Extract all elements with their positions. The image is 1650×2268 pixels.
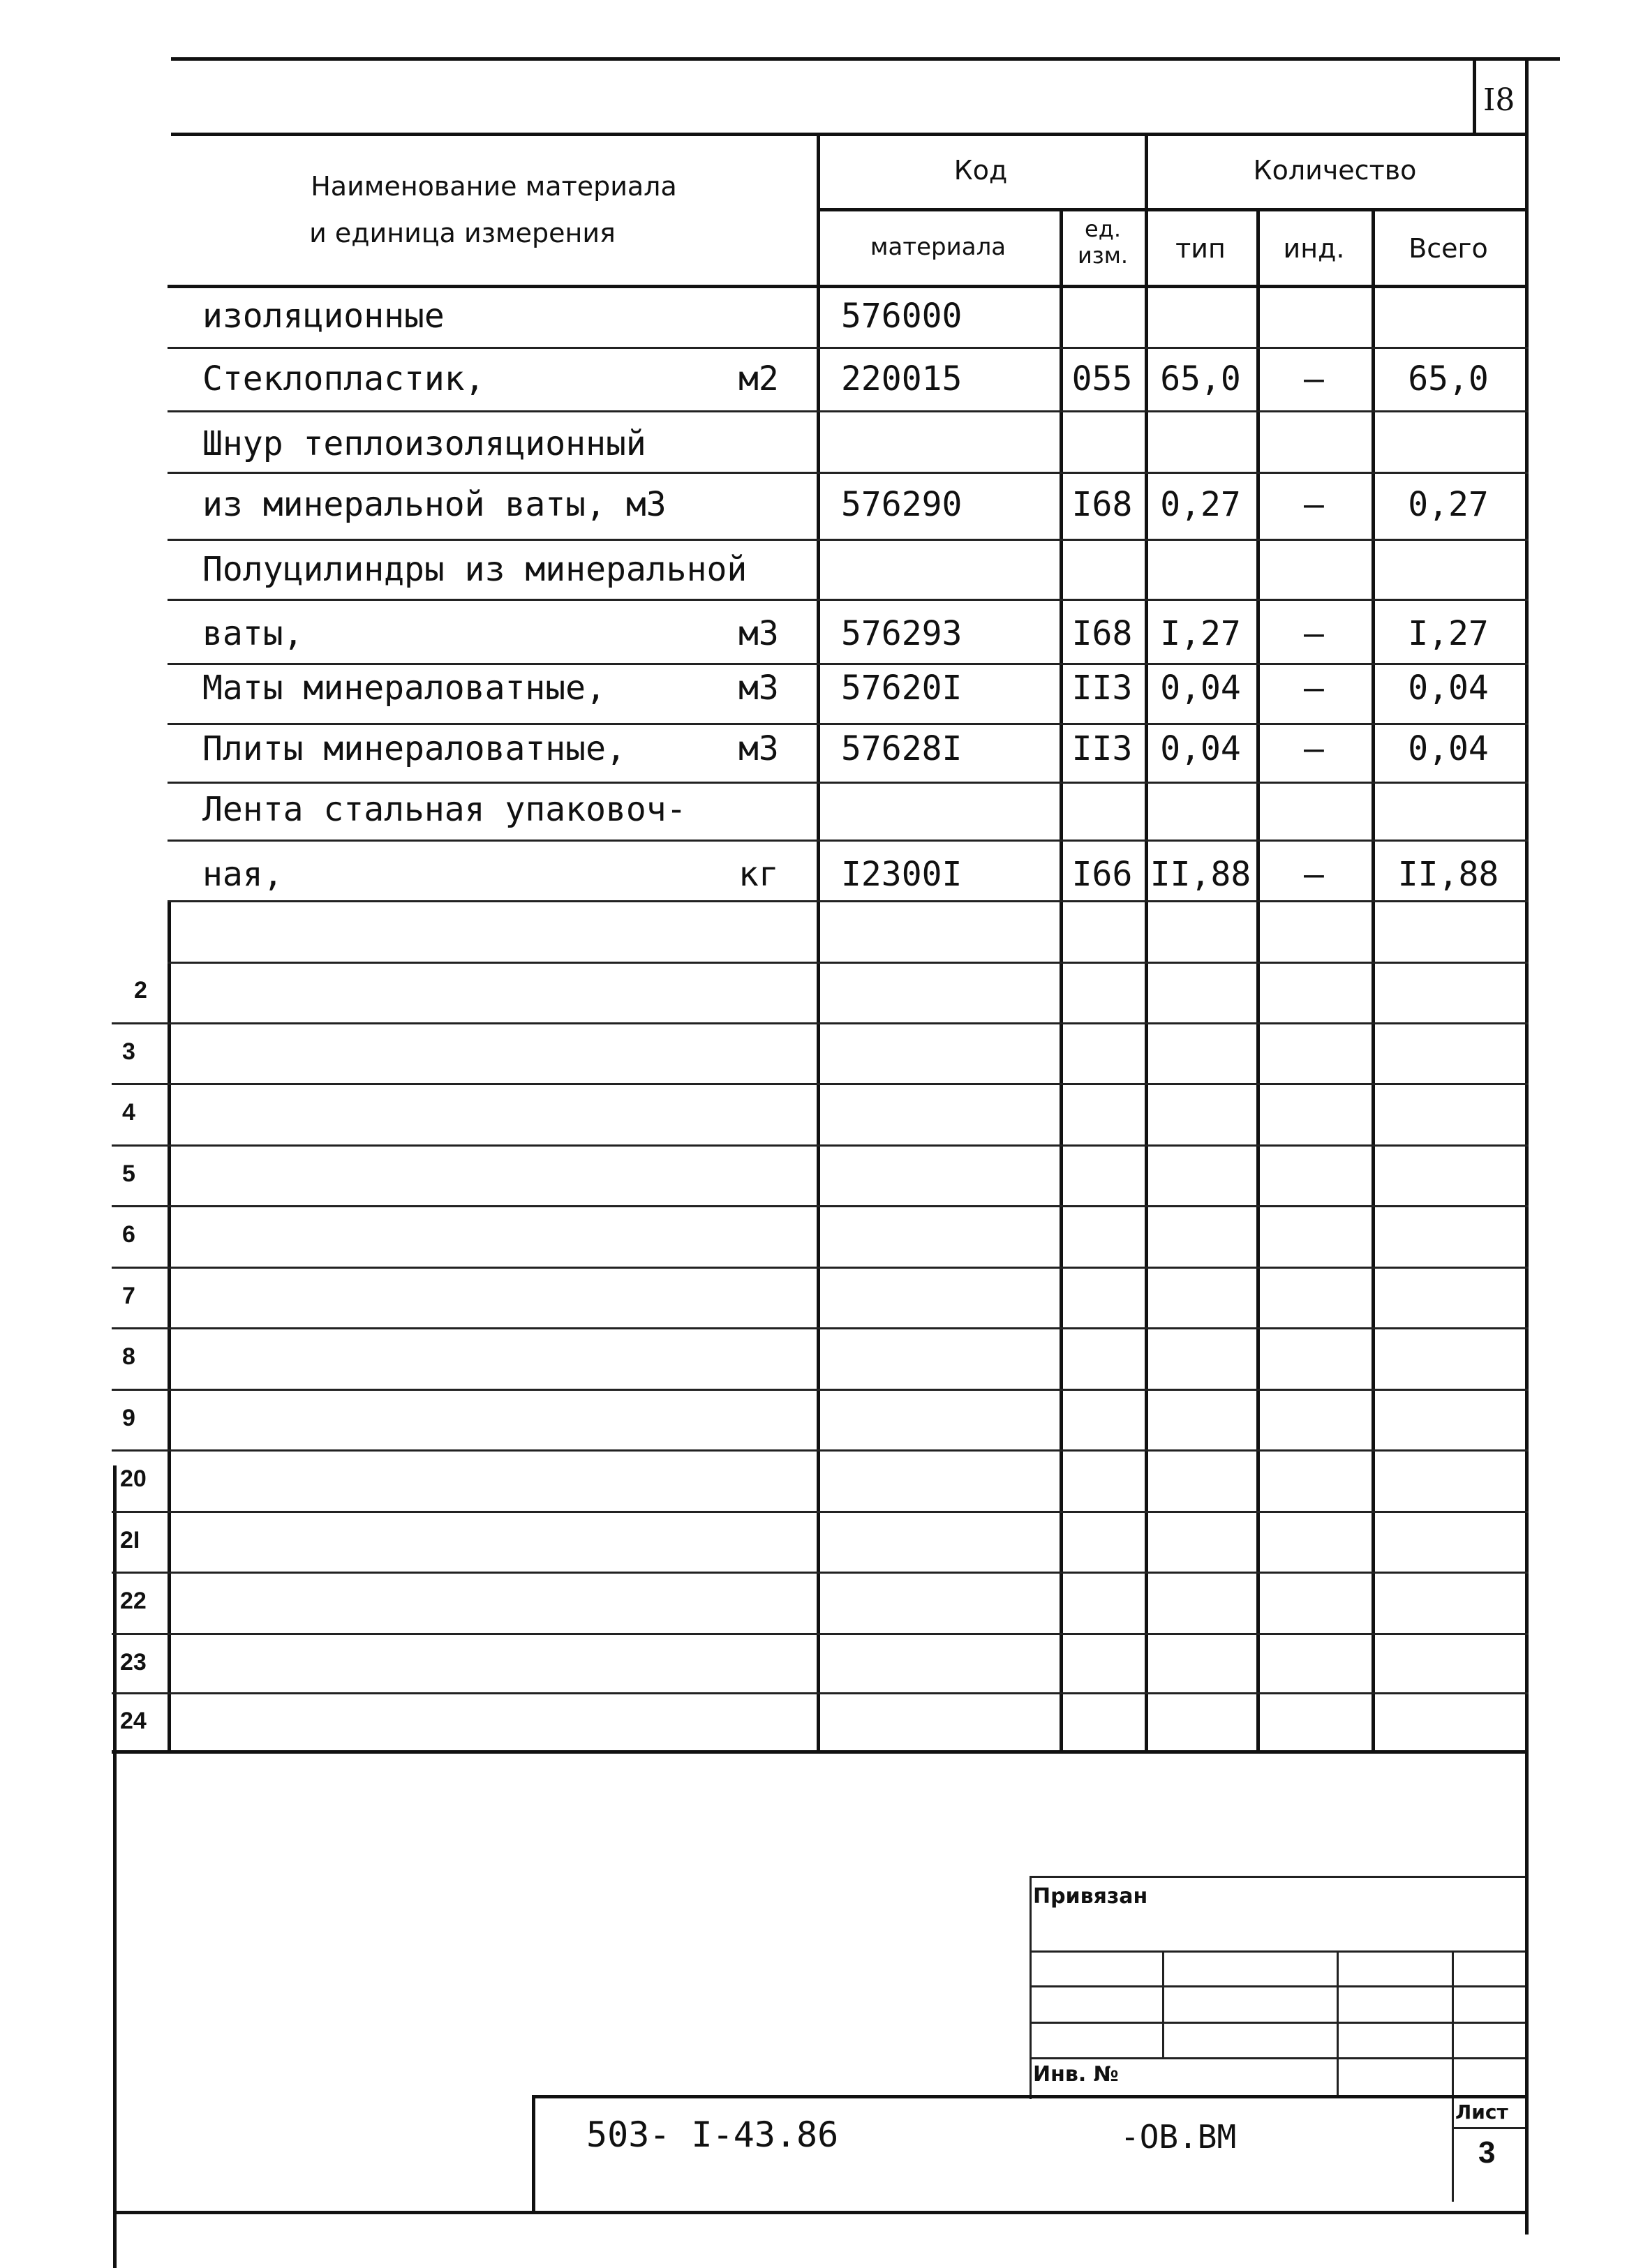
sheet-label: Лист (1455, 2101, 1508, 2124)
stamp-grid-vline (1337, 1950, 1339, 2097)
row-number: 4 (122, 1099, 135, 1126)
row-6-total: 0,04 (1408, 669, 1489, 708)
row-1-ind: – (1304, 359, 1324, 398)
stamp-top-line (1030, 1876, 1525, 1878)
row-7-ed: II3 (1071, 729, 1133, 768)
row-3-code: 576290 (841, 485, 962, 524)
row-7-code: 57628I (841, 729, 962, 768)
sheet-number: 3 (1478, 2135, 1496, 2170)
row-number: 6 (122, 1221, 135, 1248)
document-code: -ОВ.ВМ (1120, 2118, 1237, 2156)
row-line (168, 723, 1529, 725)
empty-row-line (112, 1205, 1529, 1207)
row-number: 7 (122, 1283, 135, 1309)
row-9-ind: – (1304, 855, 1324, 894)
row-5-typ: I,27 (1160, 614, 1241, 653)
left-frame-line (113, 1465, 117, 2268)
col-line-type-right (1256, 209, 1260, 1752)
row-line (168, 410, 1529, 412)
corner-box-left (1473, 57, 1476, 133)
row-0-name: изоляционные (202, 297, 445, 336)
document-number: 503- I-43.86 (586, 2114, 839, 2155)
header-col-material: материала (870, 233, 1006, 261)
row-2-name: Шнур теплоизоляционный (202, 424, 646, 463)
row-6-name: Маты минераловатные, (202, 669, 606, 708)
row-number: 2 (134, 977, 147, 1004)
row-number: 23 (120, 1649, 147, 1676)
row-7-name: Плиты минераловатные, (202, 729, 626, 768)
row-8-name: Лента стальная упаковоч- (202, 790, 687, 829)
sheet-corner-number: I8 (1483, 82, 1515, 118)
row-6-ind: – (1304, 669, 1324, 708)
row-line (168, 900, 1529, 902)
bottom-stamp-left-line (532, 2095, 535, 2214)
row-5-unit: м3 (738, 614, 779, 653)
header-col-unit-line1: ед. (1085, 216, 1121, 242)
row-7-ind: – (1304, 729, 1324, 768)
header-col-unit-line2: изм. (1077, 242, 1129, 269)
row-5-ind: – (1304, 614, 1324, 653)
row-line (168, 347, 1529, 349)
row-1-unit: м2 (738, 359, 779, 398)
row-1-name: Стеклопластик, (202, 359, 485, 398)
empty-row-line (112, 1327, 1529, 1329)
row-1-code: 220015 (841, 359, 962, 398)
col-line-code-right (1060, 209, 1063, 1752)
header-col-type: тип (1175, 233, 1226, 264)
row-4-name: Полуцилиндры из минеральной (202, 550, 748, 589)
row-1-total: 65,0 (1408, 359, 1489, 398)
empty-row-line (112, 1083, 1529, 1085)
row-5-total: I,27 (1408, 614, 1489, 653)
stamp-inv-no-label: Инв. № (1033, 2062, 1119, 2087)
stamp-grid-line (1030, 2022, 1525, 2024)
row-9-unit: кг (738, 855, 779, 894)
row-line (168, 663, 1529, 665)
row-number: 5 (122, 1161, 135, 1187)
stamp-grid-line (1030, 1950, 1525, 1953)
stamp-privyazan-label: Привязан (1033, 1884, 1148, 1909)
empty-row-line (112, 1144, 1529, 1147)
header-col-total: Всего (1409, 233, 1488, 264)
row-5-code: 576293 (841, 614, 962, 653)
col-line-name-right (817, 133, 820, 1752)
stamp-left-line (1030, 1876, 1032, 2099)
col-line-ind-right (1372, 209, 1375, 1752)
header-top-line (171, 133, 1529, 136)
row-9-ed: I66 (1071, 855, 1133, 894)
sheet-label-line (1452, 2127, 1525, 2129)
header-bottom-line (168, 285, 1529, 288)
empty-row-line (112, 1692, 1529, 1694)
row-line (168, 472, 1529, 474)
row-9-name: ная, (202, 855, 283, 894)
stamp-grid-vline (1452, 1950, 1454, 2202)
header-qty-group: Количество (1253, 155, 1417, 186)
row-number: 8 (122, 1343, 135, 1370)
empty-row-line (168, 962, 1529, 964)
empty-row-line (112, 1022, 1529, 1024)
header-mid-line (817, 208, 1529, 211)
row-1-ed: 055 (1071, 359, 1133, 398)
header-name-line2: и единица измерения (309, 218, 616, 248)
row-7-unit: м3 (738, 729, 779, 768)
row-1-typ: 65,0 (1160, 359, 1241, 398)
empty-row-line (112, 1449, 1529, 1452)
stamp-grid-line (1030, 2057, 1525, 2059)
row-number: 9 (122, 1405, 135, 1431)
row-9-code: I2300I (841, 855, 962, 894)
row-6-code: 57620I (841, 669, 962, 708)
table-bottom-line (112, 1750, 1529, 1754)
row-6-ed: II3 (1071, 669, 1133, 708)
header-name-line1: Наименование материала (311, 171, 677, 202)
row-9-typ: II,88 (1150, 855, 1251, 894)
bottom-frame-line (113, 2211, 1526, 2214)
stamp-grid-vline (1162, 1950, 1164, 2057)
row-6-typ: 0,04 (1160, 669, 1241, 708)
row-number: 2I (120, 1527, 140, 1553)
row-number-column-line (168, 900, 171, 1752)
header-code-group: Код (953, 155, 1008, 186)
bottom-stamp-top-line (532, 2095, 1526, 2098)
empty-row-line (112, 1267, 1529, 1269)
empty-row-line (112, 1511, 1529, 1513)
empty-row-line (112, 1389, 1529, 1391)
row-number: 22 (120, 1588, 147, 1614)
row-5-ed: I68 (1071, 614, 1133, 653)
row-number: 3 (122, 1038, 135, 1065)
row-3-ed: I68 (1071, 485, 1133, 524)
row-7-total: 0,04 (1408, 729, 1489, 768)
row-line (168, 539, 1529, 541)
empty-row-line (112, 1633, 1529, 1635)
row-line (168, 840, 1529, 842)
row-3-total: 0,27 (1408, 485, 1489, 524)
row-line (168, 782, 1529, 784)
row-line (168, 599, 1529, 601)
row-3-ind: – (1304, 485, 1324, 524)
top-border-line (171, 57, 1560, 61)
empty-row-line (112, 1572, 1529, 1574)
header-col-ind: инд. (1283, 233, 1345, 264)
row-3-name: из минеральной ваты, м3 (202, 485, 667, 524)
row-5-name: ваты, (202, 614, 304, 653)
row-7-typ: 0,04 (1160, 729, 1241, 768)
stamp-grid-line (1030, 1985, 1525, 1987)
row-number: 24 (120, 1708, 147, 1734)
row-6-unit: м3 (738, 669, 779, 708)
row-0-code: 576000 (841, 297, 962, 336)
row-3-typ: 0,27 (1160, 485, 1241, 524)
row-number: 20 (120, 1465, 147, 1492)
row-9-total: II,88 (1397, 855, 1499, 894)
